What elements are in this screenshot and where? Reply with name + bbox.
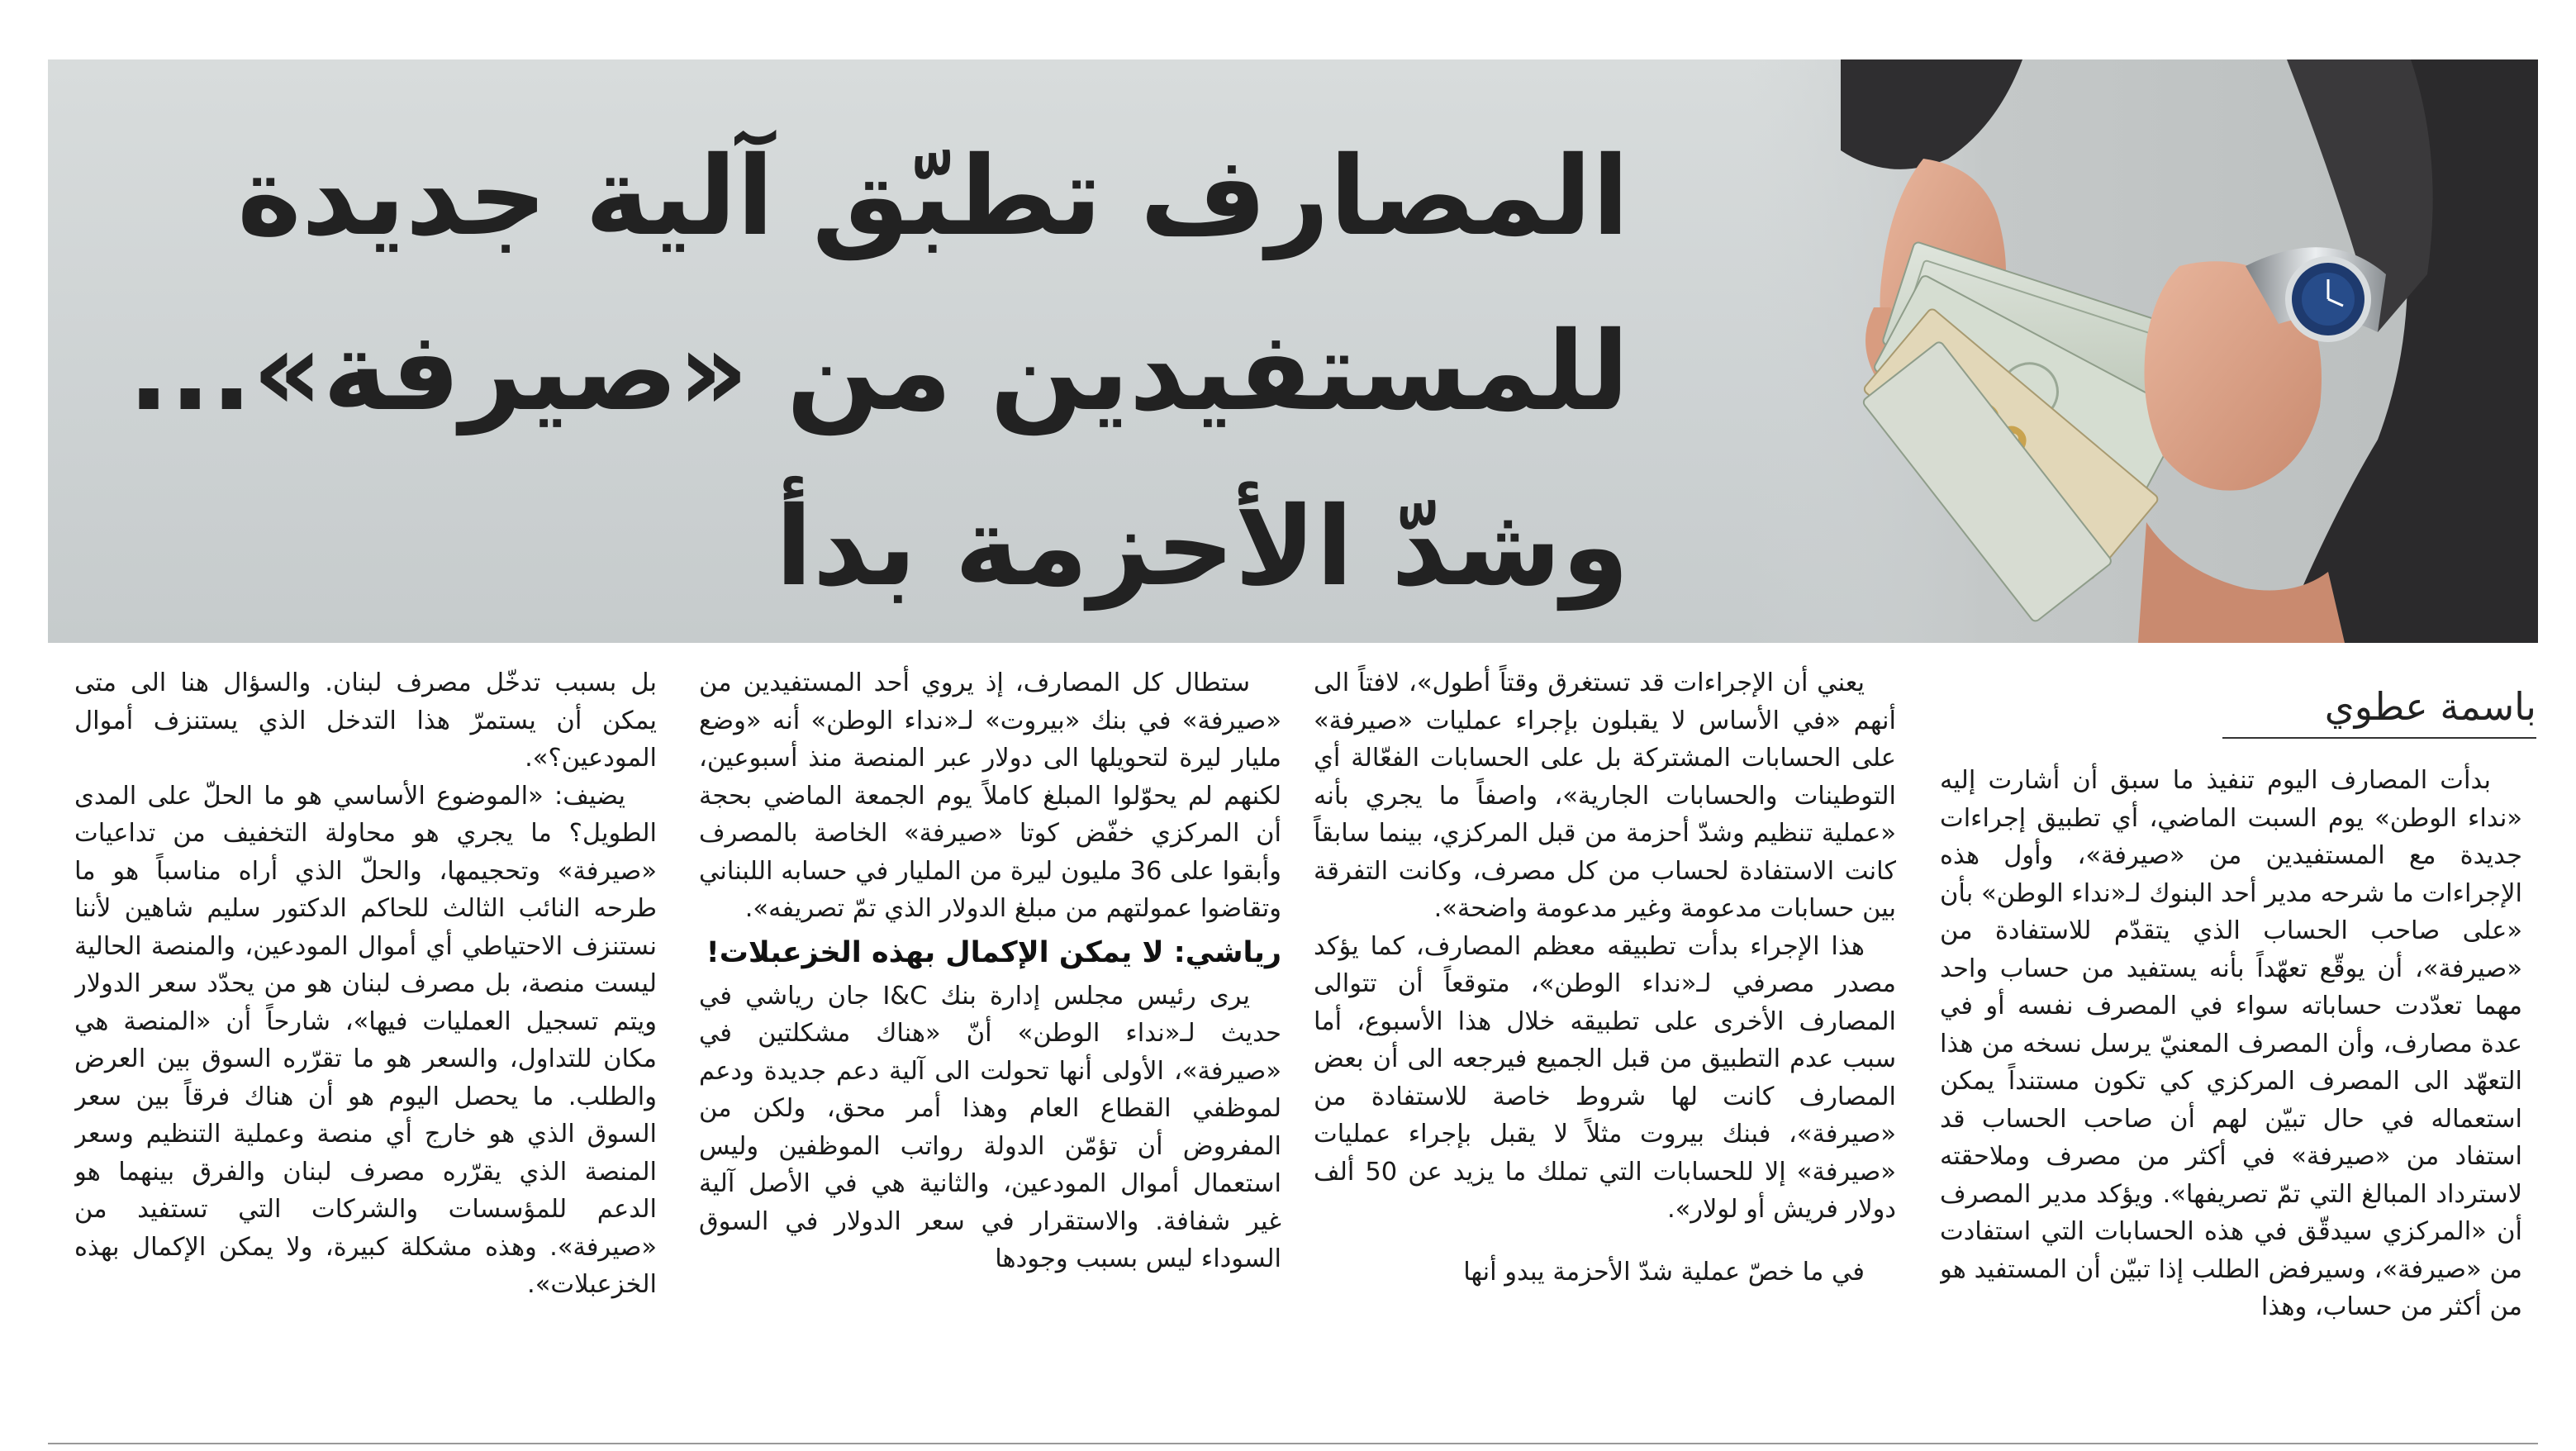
paragraph: يعني أن الإجراءات قد تستغرق وقتاً أطول»، لافتاً الى أنهم «في الأساس لا يقبلون بإجراء عمليات «صيرفة» على الحسابات المشتركة بل على الحسابات الفعّالة أي التوطينات والحسابات الجارية»، واصفاً ما يجري بأنه «عملية تنظيم وشدّ أحزمة من قبل المركزي، بينما سابقاً كانت الاستفادة لحساب من كل مصرف، وكانت التفرقة بين حسابات مدعومة وغير مدعومة واضحة».: [1314, 668, 1896, 923]
headline: [59, 109, 1629, 635]
section-subheading: رياشي: لا يمكن الإكمال بهذه الخزعبلات!: [706, 935, 1281, 969]
page-bottom-divider: [48, 1443, 2538, 1444]
article-column-3: [699, 664, 1281, 1441]
author-byline: باسمة عطوي: [2324, 684, 2536, 729]
paragraph: بل بسبب تدخّل مصرف لبنان. والسؤال هنا الى متى يمكن أن يستمرّ هذا التدخل الذي يستنزف أموال المودعين؟».: [74, 668, 657, 773]
headline-line-2: للمستفيدين من «صيرفة»...: [127, 308, 1629, 435]
hero-photo-banner: [48, 59, 2538, 643]
headline-line-3: وشدّ الأحزمة بدأ: [775, 483, 1629, 611]
paragraph: يرى رئيس مجلس إدارة بنك I&C جان رياشي في حديث لـ«نداء الوطن» أنّ «هناك مشكلتين في «صيرفة»، الأولى أنها تحولت الى آلية دعم جديدة ودعم لموظفي القطاع العام وهذا أمر محق، ولكن من المفروض أن تؤمّن الدولة رواتب الموظفين وليس استعمال أموال المودعين، والثانية هي في الأصل آلية غير شفافة. والاستقرار في سعر الدولار في السوق السوداء ليس بسبب وجودها: [699, 981, 1281, 1273]
paragraph: ستطال كل المصارف، إذ يروي أحد المستفيدين من «صيرفة» في بنك «بيروت» لـ«نداء الوطن» أنه «وضع مليار ليرة لتحويلها الى دولار عبر المنصة منذ أسبوعين، لكنهم لم يحوّلوا المبلغ كاملاً يوم الجمعة الماضي بحجة أن المركزي خفّض كوتا «صيرفة» الخاصة بالمصرف وأبقوا على 36 مليون ليرة من المليار في حسابه اللبناني وتقاضوا عمولتهم من مبلغ الدولار الذي تمّ تصريفه».: [699, 668, 1281, 923]
paragraph: هذا الإجراء بدأت تطبيقه معظم المصارف، كما يؤكد مصدر مصرفي لـ«نداء الوطن»، متوقعاً أن تتوالى المصارف الأخرى على تطبيقه خلال هذا الأسبوع، أما سبب عدم التطبيق من قبل الجميع فيرجعه الى أن بعض المصارف كانت لها شروط خاصة للاستفادة من «صيرفة»، فبنك بيروت مثلاً لا يقبل بإجراء عمليات «صيرفة» إلا للحسابات التي تملك ما يزيد عن 50 ألف دولار فريش أو لولار».: [1314, 931, 1896, 1224]
article-column-4: [74, 664, 657, 1441]
hands-holding-dollars-icon: [1750, 59, 2538, 643]
headline-line-1: المصارف تطبّق آلية جديدة: [237, 133, 1629, 260]
paragraph: بدأت المصارف اليوم تنفيذ ما سبق أن أشارت إليه «نداء الوطن» يوم السبت الماضي، أي تطبيق إجراءات جديدة مع المستفيدين من «صيرفة»، وأول هذه الإجراءات ما شرحه مدير أحد البنوك لـ«نداء الوطن» بأن «على صاحب الحساب الذي يتقدّم للاستفادة من «صيرفة»، أن يوقّع تعهّداً بأنه يستفيد من حساب واحد مهما تعدّدت حساباته سواء في المصرف نفسه أو في عدة مصارف، وأن المصرف المعنيّ يرسل نسخه من هذا التعهّد الى المصرف المركزي كي تكون مستنداً يمكن استعماله في حال تبيّن لهم أن صاحب الحساب قد استفاد من «صيرفة» في أكثر من مصرف وملاحقته لاسترداد المبالغ التي تمّ تصريفها». ويؤكد مدير المصرف أن «المركزي سيدقّق في هذه الحسابات التي استفادت من «صيرفة»، وسيرفض الطلب إذا تبيّن أن المستفيد هو من أكثر من حساب، وهذا: [1940, 766, 2522, 1321]
paragraph: في ما خصّ عملية شدّ الأحزمة يبدو أنها: [1463, 1257, 1865, 1287]
article-column-1: [1940, 664, 2522, 1441]
paragraph: يضيف: «الموضوع الأساسي هو ما الحلّ على المدى الطويل؟ ما يجري هو محاولة التخفيف من تداعيات «صيرفة» وتحجيمها، والحلّ الذي أراه مناسباً هو ما طرحه النائب الثالث للحاكم الدكتور سليم شاهين لأننا نستنزف الاحتياطي أي أموال المودعين، والمنصة الحالية ليست منصة، بل مصرف لبنان هو من يحدّد سعر الدولار ويتم تسجيل العمليات فيها»، شارحاً أن «المنصة هي مكان للتداول، والسعر هو ما تقرّره السوق بين العرض والطلب. ما يحصل اليوم هو أن هناك فرقاً بين سعر السوق الذي هو خارج أي منصة وعملية التنظيم وسعر المنصة الذي يقرّره مصرف لبنان والفرق بينهما هو الدعم للمؤسسات والشركات التي تستفيد من «صيرفة». وهذه مشكلة كبيرة، ولا يمكن الإكمال بهذه الخزعبلات».: [74, 781, 657, 1299]
article-column-2: [1314, 664, 1896, 1441]
